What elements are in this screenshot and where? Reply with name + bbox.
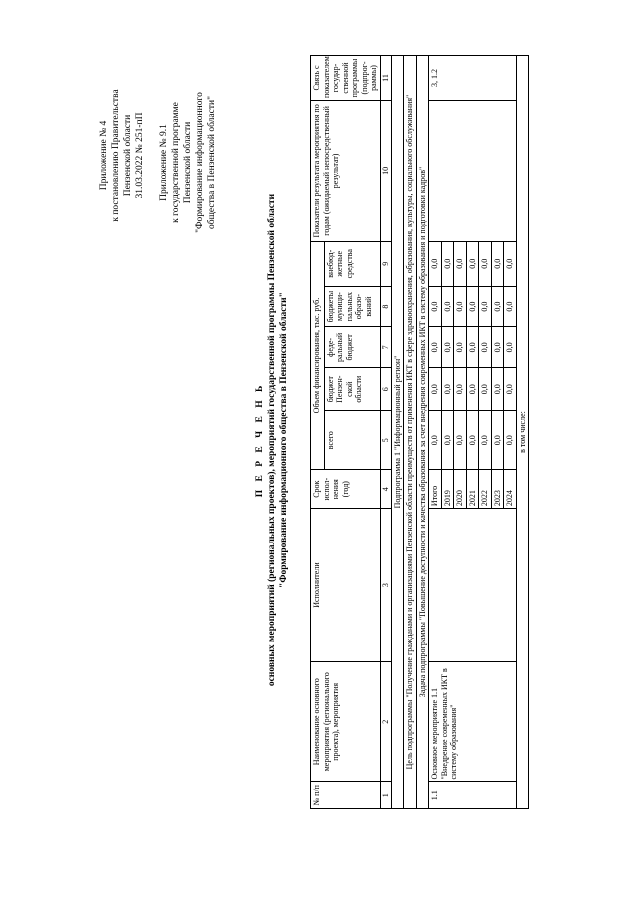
- cell-total: 0,0: [491, 411, 504, 470]
- column-number: 3: [380, 509, 391, 662]
- header-municipal: бюджеты муници-пальных образо-ваний: [324, 286, 380, 327]
- column-number: 8: [380, 286, 391, 327]
- activity-indicators: [429, 100, 517, 241]
- cell-federal: 0,0: [504, 327, 517, 368]
- including-row: [516, 56, 529, 809]
- header-regional: бюджет Пензен-ской области: [324, 368, 380, 411]
- header-total: всего: [324, 411, 380, 470]
- annex-4-line: Приложение № 4: [99, 120, 109, 191]
- activity-name: Основное мероприятие 1.1 "Внедрение современных ИКТ в систему образования": [429, 662, 517, 782]
- annex-9-1-line: Приложение № 9.1: [159, 124, 169, 201]
- title-word: П Е Р Е Ч Е Н Ь: [255, 382, 265, 498]
- cell-year: 2020: [454, 470, 467, 509]
- document-title: [254, 115, 290, 765]
- column-number-row: [380, 56, 391, 809]
- column-number: 5: [380, 411, 391, 470]
- cell-municipal: 0,0: [466, 286, 479, 327]
- subprogram-goal: Цель подпрограммы "Получение гражданами и организациями Пензенской области преимуществ от применения ИКТ в сфере здравоохранения, образования, культуры, социального обслуживания": [404, 56, 417, 809]
- subprogram-task: Задача подпрограммы "Повышение доступности и качества образования за счет внедрения современных ИКТ в систему образования и подготовки кадров": [416, 56, 429, 809]
- cell-regional: 0,0: [466, 368, 479, 411]
- cell-regional: 0,0: [429, 368, 442, 411]
- header-term: Срок испол-нения (год): [311, 470, 381, 509]
- cell-municipal: 0,0: [441, 286, 454, 327]
- activity-executor: [429, 509, 517, 662]
- cell-total: 0,0: [429, 411, 442, 470]
- column-number: 11: [380, 56, 391, 101]
- header-indicators: Показатели результата мероприятия по годам (ожидаемый непосредственный результат): [311, 100, 381, 241]
- cell-municipal: 0,0: [491, 286, 504, 327]
- header-row: [311, 56, 325, 809]
- task-row: [416, 56, 429, 809]
- header-federal: феде-ральный бюджет: [324, 327, 380, 368]
- cell-total: 0,0: [454, 411, 467, 470]
- column-number: 4: [380, 470, 391, 509]
- header-extrabudget: внебюд-жетные средства: [324, 241, 380, 286]
- table-row: [429, 56, 442, 809]
- annex-4-line: 31.03.2022 № 251-пП: [135, 112, 145, 199]
- cell-federal: 0,0: [466, 327, 479, 368]
- column-number: 6: [380, 368, 391, 411]
- cell-federal: 0,0: [441, 327, 454, 368]
- cell-year: 2024: [504, 470, 517, 509]
- annex-9-1-header: [158, 60, 218, 265]
- cell-total: 0,0: [504, 411, 517, 470]
- including-label: в том числе:: [516, 56, 529, 809]
- annex-9-1-line: "Формирование информационного: [195, 92, 205, 233]
- cell-year: 2021: [466, 470, 479, 509]
- cell-year: 2019: [441, 470, 454, 509]
- header-executor: Исполнители: [311, 509, 381, 662]
- activities-table: [310, 55, 529, 809]
- header-num: № п/п: [311, 782, 381, 809]
- cell-extrabudget: 0,0: [479, 241, 492, 286]
- goal-row: [404, 56, 417, 809]
- annex-4-line: к постановлению Правительства: [111, 89, 121, 222]
- cell-extrabudget: 0,0: [466, 241, 479, 286]
- activity-num: 1.1: [429, 782, 517, 809]
- cell-regional: 0,0: [491, 368, 504, 411]
- cell-total: 0,0: [479, 411, 492, 470]
- header-name: Наименование основного мероприятия (регионального проекта), мероприятия: [311, 662, 381, 782]
- cell-total: 0,0: [466, 411, 479, 470]
- cell-extrabudget: 0,0: [441, 241, 454, 286]
- cell-year: 2023: [491, 470, 504, 509]
- annex-9-1-line: к государственной программе: [171, 102, 181, 223]
- cell-federal: 0,0: [491, 327, 504, 368]
- cell-extrabudget: 0,0: [454, 241, 467, 286]
- annex-4-header: [98, 68, 146, 243]
- subprogram-row: [391, 56, 404, 809]
- cell-regional: 0,0: [479, 368, 492, 411]
- cell-federal: 0,0: [429, 327, 442, 368]
- column-number: 7: [380, 327, 391, 368]
- column-number: 2: [380, 662, 391, 782]
- cell-extrabudget: 0,0: [491, 241, 504, 286]
- cell-municipal: 0,0: [429, 286, 442, 327]
- header-funding: Объем финансирования, тыс. руб.: [311, 241, 325, 470]
- cell-year: 2022: [479, 470, 492, 509]
- cell-federal: 0,0: [479, 327, 492, 368]
- cell-total: 0,0: [441, 411, 454, 470]
- cell-year: Итого: [429, 470, 442, 509]
- annex-9-1-line: Пензенской области: [183, 121, 193, 204]
- cell-municipal: 0,0: [454, 286, 467, 327]
- cell-municipal: 0,0: [479, 286, 492, 327]
- cell-regional: 0,0: [504, 368, 517, 411]
- column-number: 1: [380, 782, 391, 809]
- title-subject: основных мероприятий (региональных проектов), мероприятий государственной программы Пензенской области: [267, 193, 277, 687]
- cell-extrabudget: 0,0: [429, 241, 442, 286]
- cell-regional: 0,0: [441, 368, 454, 411]
- subprogram-title: Подпрограмма 1 "Информационный регион": [391, 56, 404, 809]
- annex-4-line: Пензенской области: [123, 114, 133, 197]
- cell-municipal: 0,0: [504, 286, 517, 327]
- cell-extrabudget: 0,0: [504, 241, 517, 286]
- cell-federal: 0,0: [454, 327, 467, 368]
- title-program-name: "Формирование информационного общества в Пензенской области": [279, 292, 289, 588]
- cell-regional: 0,0: [454, 368, 467, 411]
- column-number: 9: [380, 241, 391, 286]
- column-number: 10: [380, 100, 391, 241]
- annex-9-1-line: общества в Пензенской области": [207, 96, 217, 229]
- activity-link: 3, 1.2: [429, 56, 517, 101]
- header-link: Связь с показателем государ-ственной программы (подпрог-раммы): [311, 56, 381, 101]
